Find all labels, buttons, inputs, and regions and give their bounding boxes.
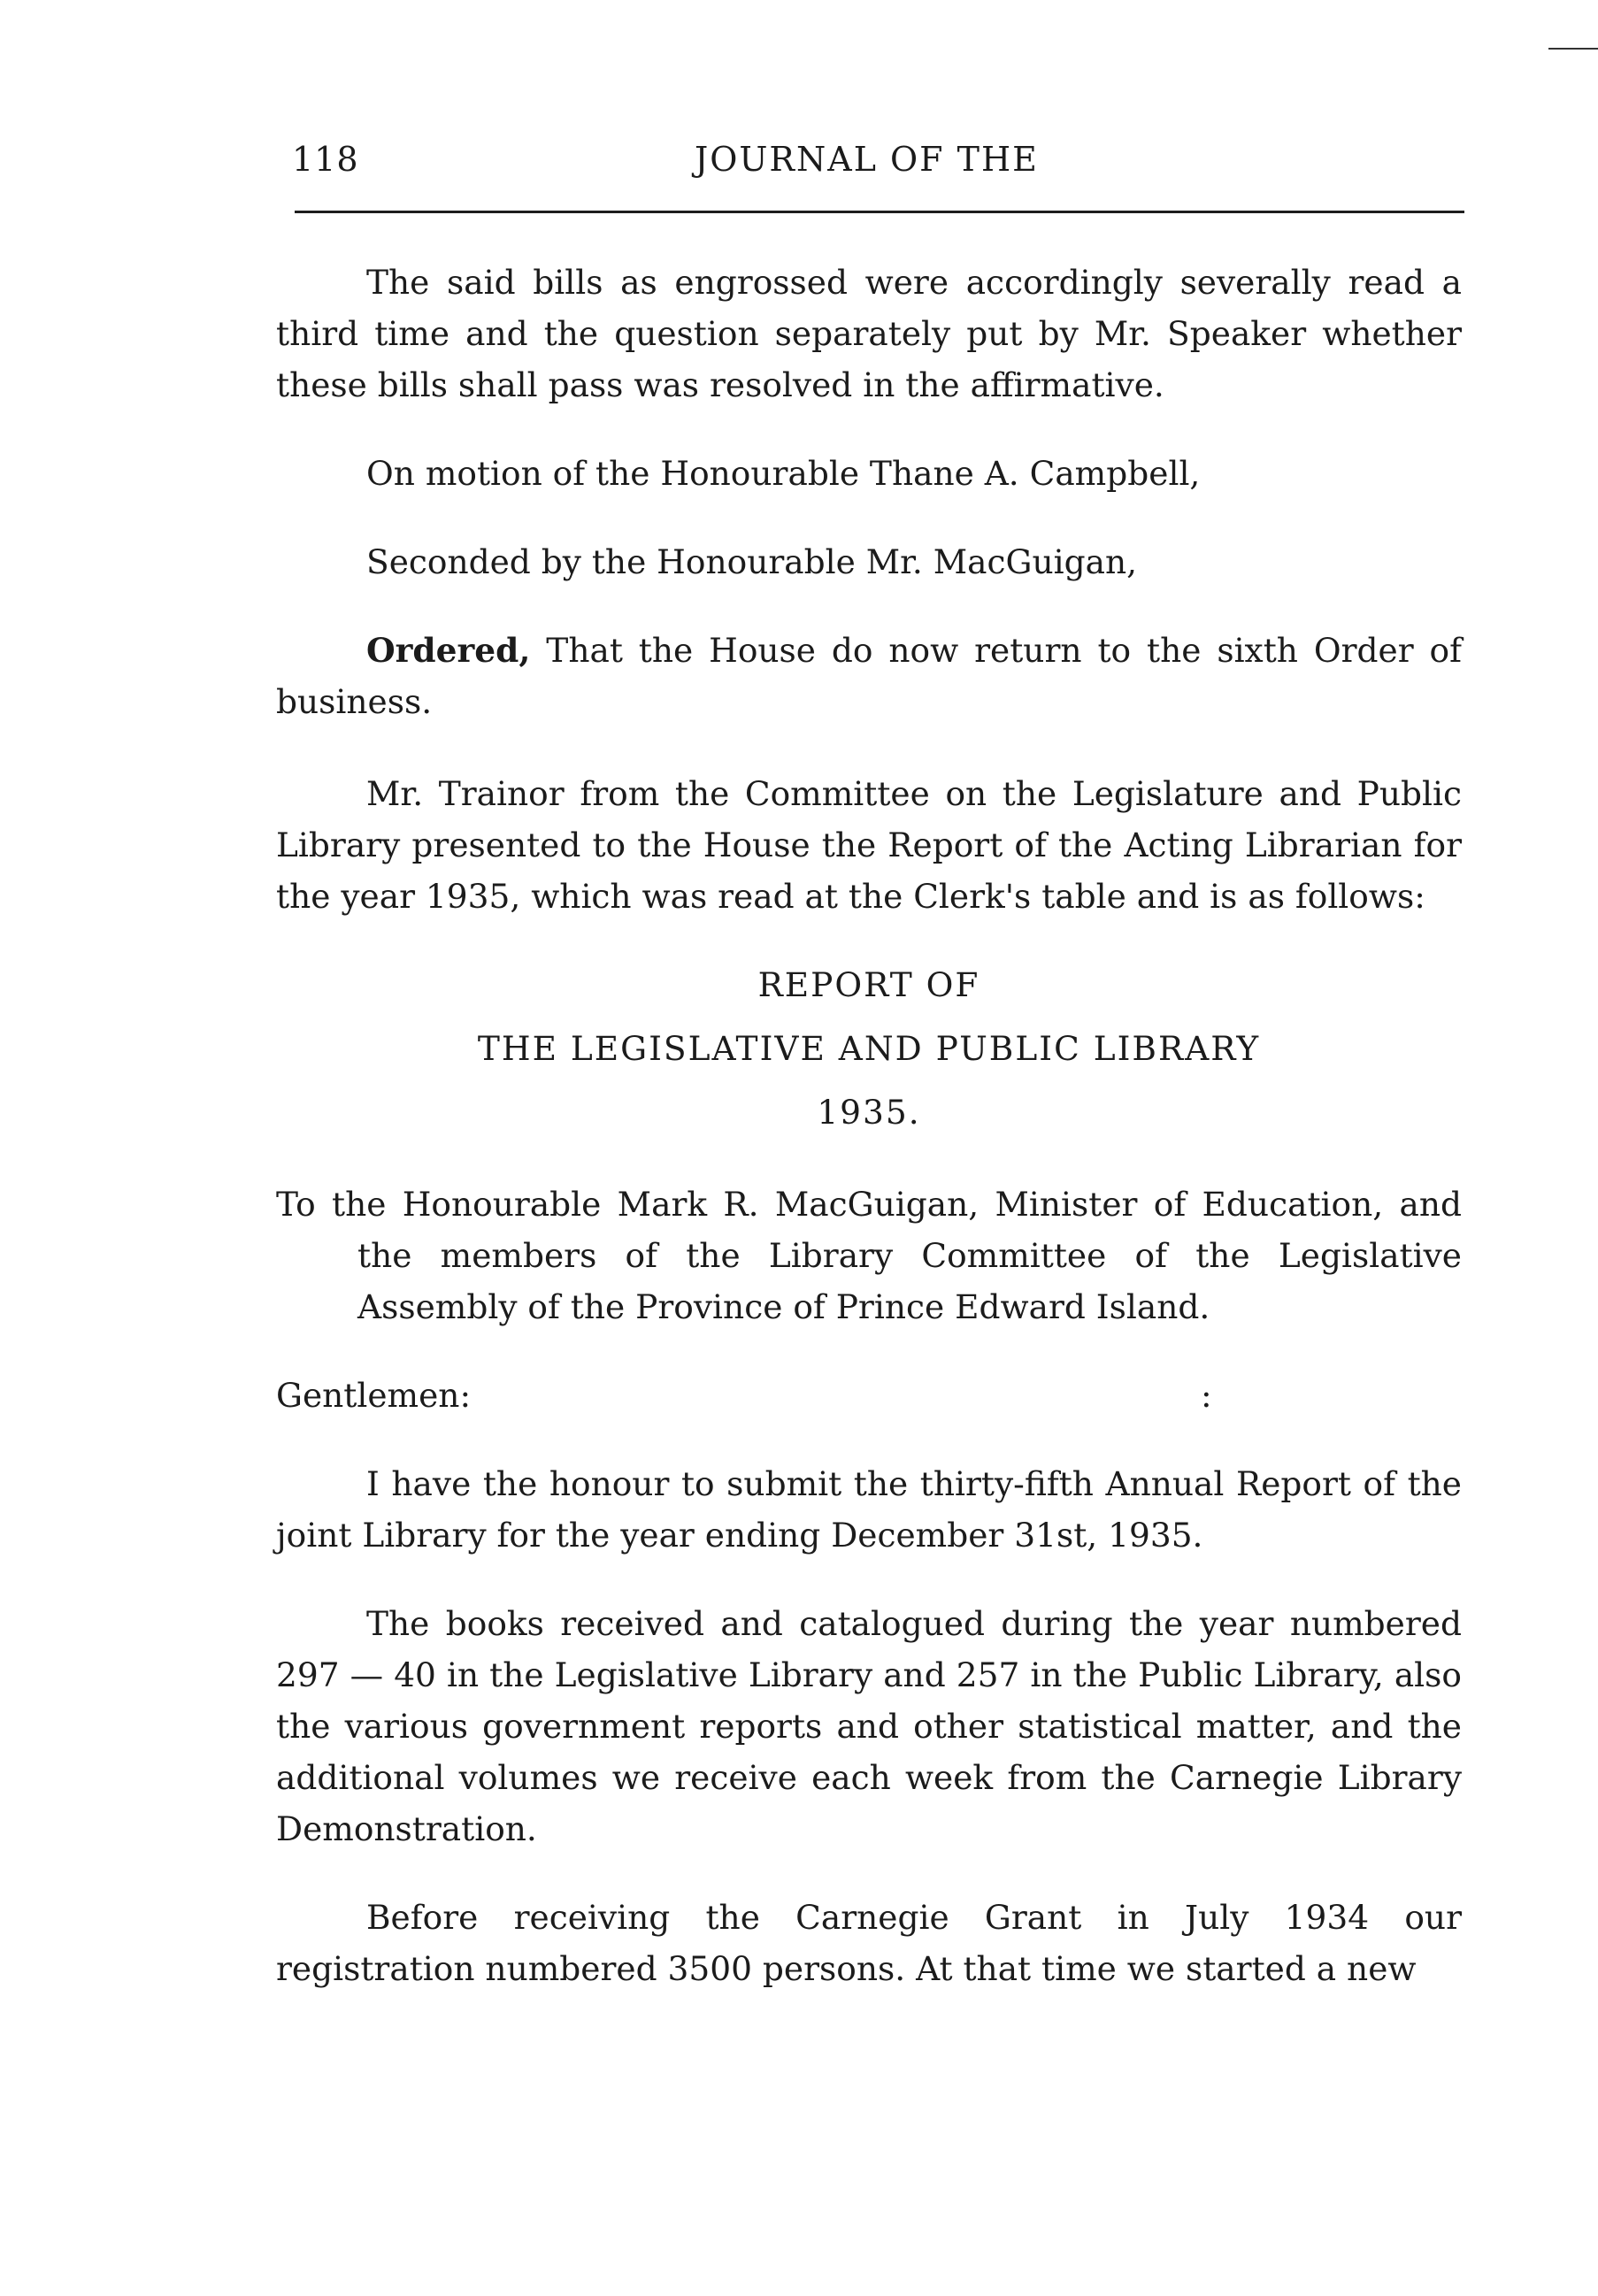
report-paragraph-submit: I have the honour to submit the thirty-fifth Annual Report of the joint Library for the year ending December 31st, 1935. [276, 1464, 1462, 1555]
page-header [292, 140, 1442, 193]
stray-colon: : [1201, 1376, 1212, 1415]
running-head: JOURNAL OF THE [695, 140, 1039, 179]
paragraph-ordered [276, 625, 1462, 727]
report-paragraph-books: The books received and catalogued during the year numbered 297 — 40 in the Legislative Library and 257 in the Public Library, also the various government reports and other statistical matter, and the additional volumes we receive each week from the Carnegie Library Demonstration. [276, 1604, 1462, 1848]
edge-mark [1548, 48, 1598, 50]
paragraph-trainor-report: Mr. Trainor from the Committee on the Legislature and Public Library presented to the House the Report of the Acting Librarian for the year 1935, which was read at the Clerk's table and is as follows: [276, 774, 1462, 916]
report-year: 1935. [817, 1093, 921, 1132]
report-salutation-line [276, 1370, 1462, 1421]
page-number: 118 [292, 140, 359, 179]
paragraph-motion: On motion of the Honourable Thane A. Campbell, [366, 454, 1201, 493]
report-title-line2: THE LEGISLATIVE AND PUBLIC LIBRARY [477, 1029, 1261, 1068]
ordered-label: Ordered, [366, 631, 531, 670]
paragraph-seconded: Seconded by the Honourable Mr. MacGuigan, [366, 542, 1138, 581]
ordered-text: That the House do now return to the sixth Order of business. [276, 631, 1462, 721]
paragraph-bills-passed: The said bills as engrossed were accordingly severally read a third time and the question separately put by Mr. Speaker whether these bills shall pass was resolved in the affirmative. [276, 263, 1462, 404]
report-paragraph-registration: Before receiving the Carnegie Grant in July 1934 our registration numbered 3500 persons. At that time we started a new [276, 1898, 1462, 1988]
report-salutation: Gentlemen: [276, 1376, 472, 1415]
header-rule [295, 211, 1464, 213]
body-text [276, 257, 1462, 1994]
report-title-line1: REPORT OF [757, 965, 980, 1004]
report-address: To the Honourable Mark R. MacGuigan, Minister of Education, and the members of the Library Committee of the Legislative Assembly of the Province of Prince Edward Island. [276, 1185, 1462, 1326]
